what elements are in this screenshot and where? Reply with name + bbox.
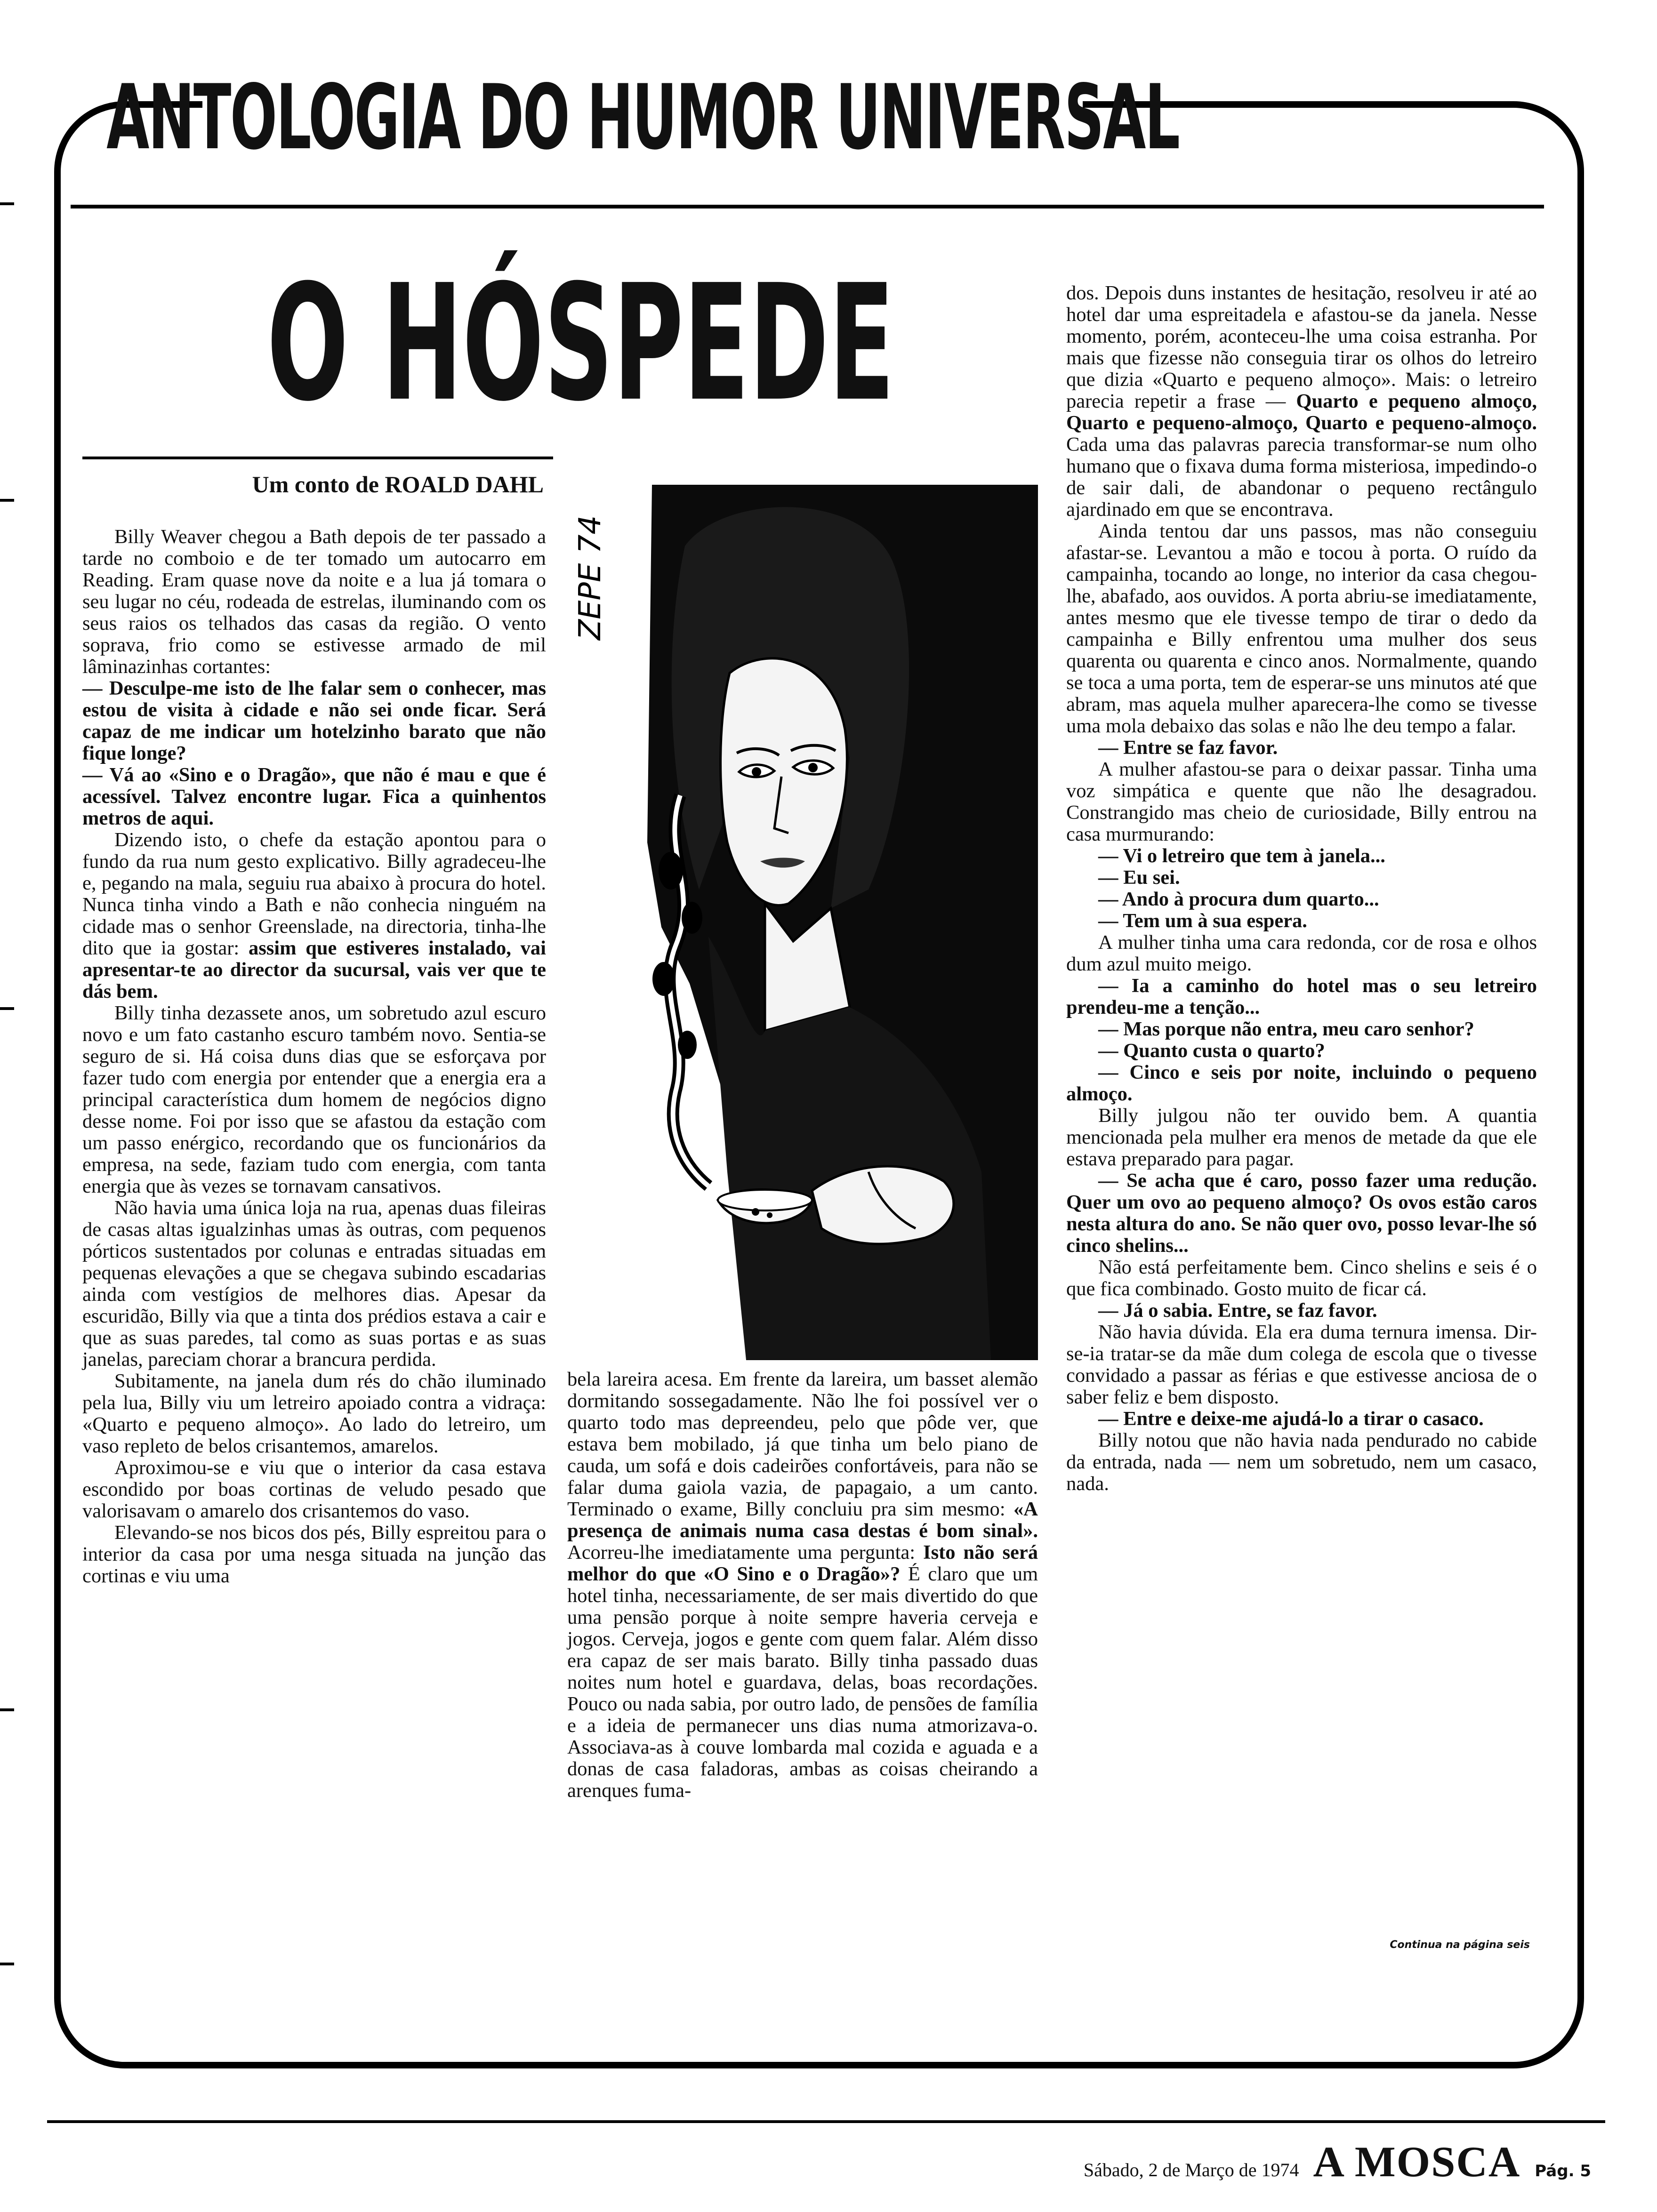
publication-name: A MOSCA — [1313, 2138, 1521, 2186]
page-footer — [1084, 2137, 1591, 2187]
artist-signature: ZEPE 74 — [573, 515, 608, 640]
section-title: ANTOLOGIA DO HUMOR UNIVERSAL — [106, 65, 1179, 169]
footer-rule — [47, 2120, 1605, 2123]
paragraph: Não está perfeitamente bem. Cinco shelins e seis é o que fica combinado. Gosto muito de ficar cá. — [1066, 1256, 1537, 1300]
page-number: Pág. 5 — [1535, 2162, 1591, 2180]
text-column-3 — [1066, 282, 1537, 1495]
scan-mark — [0, 1007, 14, 1010]
section-banner — [106, 65, 1179, 169]
dialogue: — Cinco e seis por noite, incluindo o pequeno almoço. — [1066, 1061, 1537, 1105]
paragraph: Elevando-se nos bicos dos pés, Billy espreitou para o interior da casa por uma nesga situada na junção das cortinas e viu uma — [82, 1522, 546, 1587]
scan-mark — [0, 499, 14, 502]
paragraph: bela lareira acesa. Em frente da lareira, um basset alemão dormitando sossegadamente. Não lhe foi possível ver o quarto todo mas depreendeu, pelo que pôde ver, que estava bem mobilado, já que tinha um belo piano de cauda, um sofá e dois cadeirões confortáveis, para não se falar duma gaiola vazia, de papagaio, a um canto. Terminado o exame, Billy concluiu pra sim mesmo: «A presença de animais numa casa destas é bom sinal». Acorreu-lhe imediatamente uma pergunta: Isto não será melhor do que «O Sino e o Dragão»? É claro que um hotel tinha, necessariamente, de ser mais divertido do que uma pensão porque à noite sempre haveria cerveja e jogos. Cerveja, jogos e gente com quem falar. Além disso era capaz de ser mais barato. Billy tinha passado duas noites num hotel e guardava, delas, boas recordações. Pouco ou nada sabia, por outro lado, de pensões de família e a ideia de permanecer uns dias numa atmorizava-o. Associava-as à couve lombarda mal cozida e aguada e a donas de casa faladoras, ambas as coisas cheirando a arenques fuma- — [567, 1368, 1038, 1802]
paragraph: dos. Depois duns instantes de hesitação, resolveu ir até ao hotel dar uma espreitadela e afastou-se da janela. Nesse momento, porém, aconteceu-lhe uma coisa estranha. Por mais que fizesse não conseguia tirar os olhos do letreiro que dizia «Quarto e pequeno almoço». Mais: o letreiro parecia repetir a frase — Quarto e pequeno almoço, Quarto e pequeno-almoço, Quarto e pequeno-almoço. Cada uma das palavras parecia transformar-se num olho humano que o fixava duma forma misteriosa, impedindo-o de sair dali, de abandonar o pequeno rectângulo ajardinado em que se encontrava. — [1066, 282, 1537, 521]
dialogue: — Entre se faz favor. — [1098, 737, 1278, 759]
dialogue: — Ia a caminho do hotel mas o seu letreiro prendeu-me a tenção... — [1066, 975, 1537, 1018]
scan-mark — [0, 1963, 14, 1965]
paragraph: Subitamente, na janela dum rés do chão iluminado pela lua, Billy viu um letreiro apoiado contra a vidraça: «Quarto e pequeno almoço». Ao lado do letreiro, um vaso repleto de belos crisantemos, amarelos. — [82, 1370, 546, 1457]
dialogue: — Eu sei. — [1098, 866, 1180, 889]
paragraph: A mulher afastou-se para o deixar passar. Tinha uma voz simpática e quente que não lhe desagradou. Constrangido mas cheio de curiosidade, Billy entrou na casa murmurando: — [1066, 758, 1537, 845]
dialogue: — Desculpe-me isto de lhe falar sem o conhecer, mas estou de visita à cidade e não sei onde ficar. Será capaz de me indicar um hotelzinho barato que não fique longe? — [82, 677, 546, 764]
paragraph: Dizendo isto, o chefe da estação apontou para o fundo da rua num gesto explicativo. Billy agradeceu-lhe e, pegando na mala, seguiu rua abaixo à procura do hotel. Nunca tinha vindo a Bath e não conhecia ninguém na cidade mas o senhor Greenslade, na directoria, tinha-lhe dito que ia gostar: assim que estiveres instalado, vai apresentar-te ao director da sucursal, vais ver que te dás bem. — [82, 829, 546, 1002]
dialogue: — Se acha que é caro, posso fazer uma redução. Quer um ovo ao pequeno almoço? Os ovos estão caros nesta altura do ano. Se não quer ovo, posso levar-lhe só cinco shelins... — [1066, 1170, 1537, 1257]
dialogue: — Entre e deixe-me ajudá-lo a tirar o casaco. — [1098, 1408, 1484, 1430]
dialogue: — Já o sabia. Entre, se faz favor. — [1098, 1299, 1377, 1322]
issue-date: Sábado, 2 de Março de 1974 — [1083, 2159, 1299, 2180]
paragraph: Ainda tentou dar uns passos, mas não conseguiu afastar-se. Levantou a mão e tocou à porta. O ruído da campainha, tocando ao longe, no interior da casa chegou-lhe, abafado, aos ouvidos. A porta abriu-se imediatamente, antes mesmo que ele tivesse tempo de tirar o dedo da campainha e Billy enfrentou uma mulher dos seus quarenta ou quarenta e cinco anos. Normalmente, quando se toca a uma porta, tem de esperar-se uns minutos até que abram, mas aquela mulher aparecera-lhe como se tivesse uma mola debaixo das solas e não lhe deu tempo a falar. — [1066, 520, 1537, 737]
dialogue: — Vi o letreiro que tem à janela... — [1098, 845, 1385, 867]
dialogue: — Tem um à sua espera. — [1098, 910, 1307, 932]
story-title: O HÓSPEDE — [267, 250, 895, 437]
dialogue: — Ando à procura dum quarto... — [1098, 888, 1379, 910]
dialogue: — Mas porque não entra, meu caro senhor? — [1098, 1018, 1474, 1040]
dialogue: — Quanto custa o quarto? — [1098, 1040, 1325, 1062]
paragraph: Billy julgou não ter ouvido bem. A quantia mencionada pela mulher era menos de metade da que ele estava preparado para pagar. — [1066, 1105, 1537, 1170]
paragraph: Billy Weaver chegou a Bath depois de ter passado a tarde no comboio e de ter tomado um autocarro em Reading. Eram quase nove da noite e a lua já tomara o seu lugar no céu, rodeada de estrelas, iluminando com os seus raios os telhados das casas da região. O vento soprava, frio como se estivesse armado de mil lâminazinhas cortantes: — [82, 526, 546, 678]
paragraph: A mulher tinha uma cara redonda, cor de rosa e olhos dum azul muito meigo. — [1066, 931, 1537, 975]
scan-mark — [0, 1708, 14, 1711]
title-rule — [82, 457, 553, 459]
paragraph: Não havia uma única loja na rua, apenas duas fileiras de casas altas igualzinhas umas às outras, com pequenos pórticos sustentados por colunas e entradas situadas em pequenas elevações a que se chegava subindo escadarias ainda com vestígios de melhores dias. Apesar da escuridão, Billy via que a tinta dos prédios estava a cair e que as suas paredes, tal como as suas portas e as suas janelas, pareciam chorar a brancura perdida. — [82, 1197, 546, 1370]
text-column-1 — [82, 526, 546, 1587]
portrait-illustration — [567, 466, 1038, 1360]
paragraph: Aproximou-se e viu que o interior da casa estava escondido por boas cortinas de veludo pesado que valorisavam o amarelo dos crisantemos do vaso. — [82, 1457, 546, 1522]
continued-note: Continua na página seis — [1390, 1939, 1530, 1951]
paragraph: Billy notou que não havia nada pendurado no cabide da entrada, nada — nem um sobretudo, nem um casaco, nada. — [1066, 1429, 1537, 1495]
dialogue: — Vá ao «Sino e o Dragão», que não é mau e que é acessível. Talvez encontre lugar. Fica a quinhentos metros de aqui. — [82, 764, 546, 829]
byline: Um conto de ROALD DAHL — [252, 471, 544, 497]
paragraph: Não havia dúvida. Ela era duma ternura imensa. Dir-se-ia tratar-se da mãe dum colega de escola que o tivesse convidado a passar as férias e que estivesse anciosa de o saber feliz e bem disposto. — [1066, 1321, 1537, 1408]
paragraph: Billy tinha dezassete anos, um sobretudo azul escuro novo e um fato castanho escuro também novo. Sentia-se seguro de si. Há coisa duns dias que se esforçava por fazer tudo com energia por entender que a energia era a principal característica dum homem de negócios digno desse nome. Foi por isso que se afastou da estação com um passo enérgico, recordando que os funcionários da empresa, na sede, faziam tudo com energia, com tanta energia que às vezes se tornavam cansativos. — [82, 1002, 546, 1197]
scan-mark — [0, 202, 14, 205]
header-rule — [71, 205, 1544, 208]
text-column-2 — [567, 1369, 1038, 1802]
